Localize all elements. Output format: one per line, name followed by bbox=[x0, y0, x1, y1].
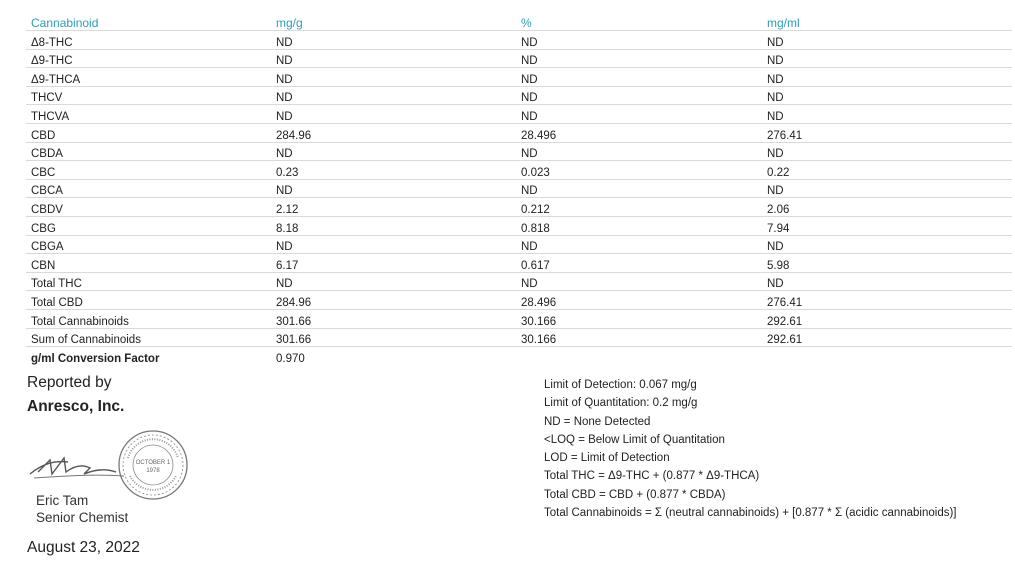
table-row bbox=[26, 68, 1012, 87]
cell-mg-per-ml: ND bbox=[767, 278, 784, 291]
cell-percent: ND bbox=[521, 92, 538, 105]
note-total-cbd: Total CBD = CBD + (0.877 * CBDA) bbox=[544, 488, 726, 501]
cell-cannabinoid: Δ8-THC bbox=[31, 36, 73, 49]
cell-cannabinoid: Total THC bbox=[31, 278, 82, 291]
cell-mg-per-g: ND bbox=[276, 73, 293, 86]
cell-mg-per-g: 284.96 bbox=[276, 296, 312, 309]
cell-mg-per-ml: 276.41 bbox=[767, 296, 803, 309]
cell-percent: ND bbox=[521, 73, 538, 86]
table-row bbox=[26, 31, 1012, 50]
table-row bbox=[26, 329, 1012, 348]
table-row bbox=[26, 124, 1012, 143]
cell-cannabinoid: CBCA bbox=[31, 185, 63, 198]
cell-cannabinoid: Total Cannabinoids bbox=[31, 315, 129, 328]
cell-cannabinoid: CBG bbox=[31, 222, 56, 235]
table-row bbox=[26, 50, 1012, 69]
signer-block bbox=[36, 492, 128, 526]
cell-mg-per-ml: ND bbox=[767, 36, 784, 49]
cell-mg-per-ml: 2.06 bbox=[767, 203, 790, 216]
cell-mg-per-g: ND bbox=[276, 241, 293, 254]
note-below-loq: <LOQ = Below Limit of Quantitation bbox=[544, 433, 725, 446]
cell-mg-per-g: ND bbox=[276, 36, 293, 49]
cell-mg-per-ml: ND bbox=[767, 185, 784, 198]
cell-mg-per-ml: ND bbox=[767, 73, 784, 86]
cell-mg-per-ml: 276.41 bbox=[767, 129, 803, 142]
cell-mg-per-ml: 292.61 bbox=[767, 334, 803, 347]
cell-cannabinoid: THCVA bbox=[31, 110, 70, 123]
cell-mg-per-g: 301.66 bbox=[276, 315, 312, 328]
table-row bbox=[26, 236, 1012, 255]
cell-percent: 0.212 bbox=[521, 203, 550, 216]
reported-by-label: Reported by bbox=[27, 374, 112, 391]
cell-cannabinoid: CBDV bbox=[31, 203, 63, 216]
cell-mg-per-ml: ND bbox=[767, 110, 784, 123]
cell-percent: 0.818 bbox=[521, 222, 550, 235]
cell-mg-per-ml: ND bbox=[767, 92, 784, 105]
cell-percent: ND bbox=[521, 278, 538, 291]
cell-mg-per-ml: ND bbox=[767, 148, 784, 161]
table-row bbox=[26, 143, 1012, 162]
cell-mg-per-g: ND bbox=[276, 92, 293, 105]
cell-mg-per-ml: 5.98 bbox=[767, 259, 790, 272]
cell-mg-per-g: ND bbox=[276, 110, 293, 123]
cell-percent: 0.023 bbox=[521, 166, 550, 179]
cell-percent: ND bbox=[521, 148, 538, 161]
cell-cannabinoid: CBD bbox=[31, 129, 56, 142]
table-row bbox=[26, 161, 1012, 180]
header-percent: % bbox=[521, 16, 532, 30]
table-row bbox=[26, 105, 1012, 124]
header-mg-per-g: mg/g bbox=[276, 16, 303, 30]
cell-mg-per-g: ND bbox=[276, 148, 293, 161]
cell-mg-per-ml: 0.22 bbox=[767, 166, 790, 179]
conversion-factor-label: g/ml Conversion Factor bbox=[31, 352, 160, 365]
corporate-seal-icon bbox=[116, 428, 190, 502]
table-header bbox=[26, 12, 1012, 31]
cell-cannabinoid: Sum of Cannabinoids bbox=[31, 334, 141, 347]
cell-mg-per-g: 8.18 bbox=[276, 222, 299, 235]
table-row bbox=[26, 87, 1012, 106]
cannabinoid-table bbox=[26, 12, 1012, 365]
cell-mg-per-g: ND bbox=[276, 278, 293, 291]
note-loq: Limit of Quantitation: 0.2 mg/g bbox=[544, 397, 698, 410]
table-row bbox=[26, 273, 1012, 292]
header-mg-per-ml: mg/ml bbox=[767, 16, 800, 30]
cell-percent: ND bbox=[521, 55, 538, 68]
table-row bbox=[26, 217, 1012, 236]
table-row bbox=[26, 254, 1012, 273]
cell-mg-per-g: ND bbox=[276, 55, 293, 68]
cell-percent: ND bbox=[521, 241, 538, 254]
cell-mg-per-g: 0.23 bbox=[276, 166, 299, 179]
note-nd: ND = None Detected bbox=[544, 415, 651, 428]
svg-text:OCTOBER 1: OCTOBER 1 bbox=[135, 460, 171, 466]
cell-mg-per-ml: ND bbox=[767, 241, 784, 254]
cell-mg-per-g: ND bbox=[276, 185, 293, 198]
cell-percent: ND bbox=[521, 110, 538, 123]
note-lod: Limit of Detection: 0.067 mg/g bbox=[544, 379, 697, 391]
cell-mg-per-ml: 7.94 bbox=[767, 222, 790, 235]
notes-block bbox=[544, 376, 957, 522]
signer-title: Senior Chemist bbox=[36, 510, 129, 525]
cell-percent: 0.617 bbox=[521, 259, 550, 272]
signer-name: Eric Tam bbox=[36, 493, 89, 508]
cell-cannabinoid: CBGA bbox=[31, 241, 64, 254]
cell-percent: 28.496 bbox=[521, 129, 557, 142]
table-row bbox=[26, 180, 1012, 199]
cell-mg-per-g: 2.12 bbox=[276, 203, 299, 216]
conversion-factor-row bbox=[26, 347, 1012, 365]
cell-percent: 30.166 bbox=[521, 315, 557, 328]
cell-mg-per-ml: 292.61 bbox=[767, 315, 803, 328]
cell-mg-per-g: 301.66 bbox=[276, 334, 312, 347]
signature-block bbox=[24, 434, 194, 498]
table-row bbox=[26, 291, 1012, 310]
cell-percent: ND bbox=[521, 185, 538, 198]
report-date: August 23, 2022 bbox=[27, 539, 140, 556]
cell-percent: ND bbox=[521, 36, 538, 49]
note-total-thc: Total THC = Δ9-THC + (0.877 * Δ9-THCA) bbox=[544, 470, 760, 483]
note-lod-def: LOD = Limit of Detection bbox=[544, 452, 670, 465]
cell-mg-per-ml: ND bbox=[767, 55, 784, 68]
conversion-factor-value: 0.970 bbox=[276, 352, 305, 365]
cell-cannabinoid: Δ9-THC bbox=[31, 55, 73, 68]
cell-cannabinoid: Δ9-THCA bbox=[31, 73, 81, 86]
cell-cannabinoid: Total CBD bbox=[31, 296, 83, 309]
company-name: Anresco, Inc. bbox=[27, 398, 125, 415]
cell-cannabinoid: CBN bbox=[31, 259, 56, 272]
table-row bbox=[26, 198, 1012, 217]
cell-percent: 30.166 bbox=[521, 334, 557, 347]
table-row bbox=[26, 310, 1012, 329]
cell-percent: 28.496 bbox=[521, 296, 557, 309]
cell-cannabinoid: THCV bbox=[31, 92, 63, 105]
cell-mg-per-g: 284.96 bbox=[276, 129, 312, 142]
svg-text:1978: 1978 bbox=[146, 468, 160, 474]
cell-cannabinoid: CBC bbox=[31, 166, 56, 179]
cell-mg-per-g: 6.17 bbox=[276, 259, 299, 272]
header-cannabinoid: Cannabinoid bbox=[31, 16, 99, 30]
cell-cannabinoid: CBDA bbox=[31, 148, 63, 161]
note-total-cannabinoids: Total Cannabinoids = Σ (neutral cannabinoids) + [0.877 * Σ (acidic cannabinoids)] bbox=[544, 507, 957, 520]
